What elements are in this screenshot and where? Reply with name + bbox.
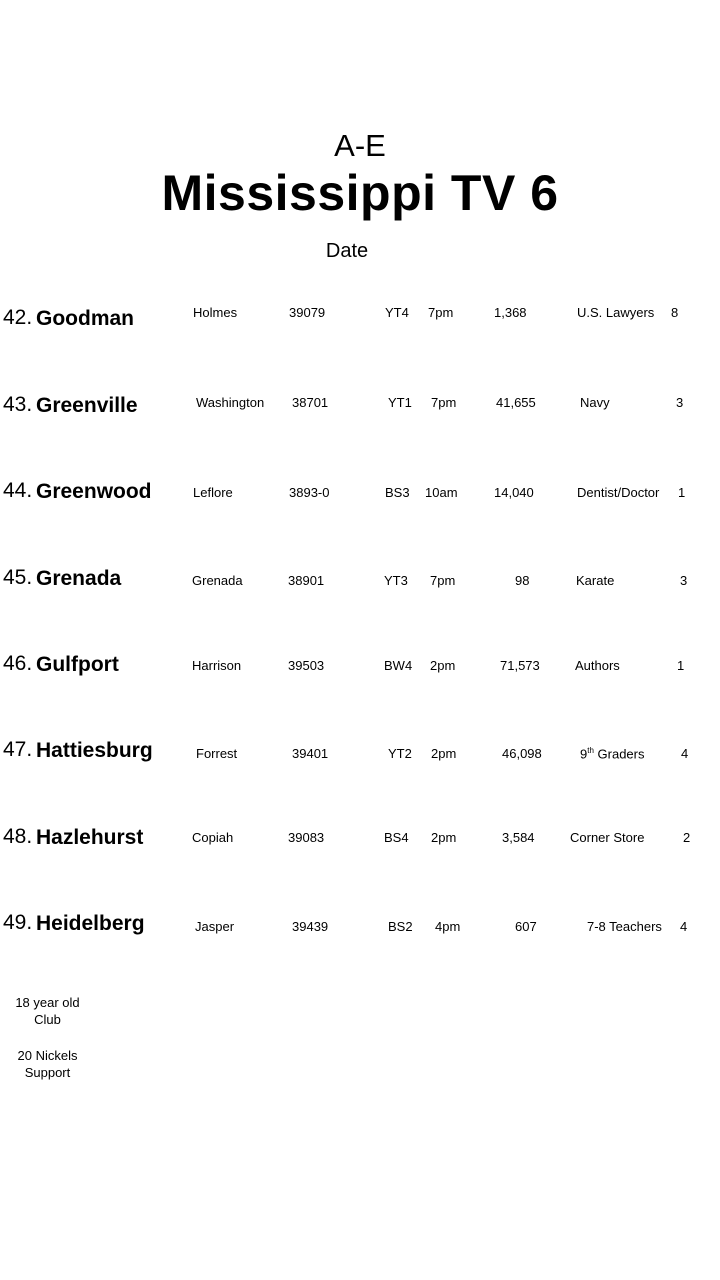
code: BW4 (384, 658, 413, 673)
note-line: 18 year old (15, 995, 80, 1010)
note-line: Club (34, 1012, 61, 1027)
zip-code: 39439 (292, 919, 329, 934)
code: BS2 (388, 919, 413, 934)
city-name: Heidelberg (36, 912, 145, 935)
city-name: Hazlehurst (36, 826, 144, 849)
count: 2 (683, 830, 691, 845)
city-name: Greenwood (36, 480, 152, 503)
row-number: 42. (3, 306, 33, 329)
city-name: Greenville (36, 394, 138, 417)
row-number: 44. (3, 479, 33, 502)
county: Washington (196, 395, 265, 410)
time: 7pm (428, 305, 454, 320)
zip-code: 3893-0 (289, 485, 330, 500)
county: Forrest (196, 746, 238, 761)
group: Karate (576, 573, 615, 588)
time: 2pm (430, 658, 456, 673)
count: 3 (680, 573, 688, 588)
population: 3,584 (502, 830, 535, 845)
code: BS3 (385, 485, 410, 500)
population: 14,040 (494, 485, 534, 500)
city-name: Hattiesburg (36, 739, 153, 762)
group-ordinal: 9 (580, 746, 588, 762)
time: 2pm (431, 746, 457, 761)
group: Corner Store (570, 830, 645, 845)
population: 607 (515, 919, 537, 934)
code: YT1 (388, 395, 412, 410)
county: Leflore (193, 485, 233, 500)
city-name: Gulfport (36, 653, 119, 676)
note-line: Support (24, 1065, 71, 1080)
page-title: Mississippi TV 6 (161, 165, 559, 221)
note-support (10, 1047, 85, 1081)
subtitle: A-E (334, 128, 386, 163)
row-number: 47. (3, 738, 33, 761)
count: 4 (680, 919, 688, 934)
row-number: 49. (3, 911, 33, 934)
time: 10am (425, 485, 458, 500)
time: 2pm (431, 830, 457, 845)
group: Dentist/Doctor (577, 485, 660, 500)
population: 41,655 (496, 395, 536, 410)
county: Holmes (193, 305, 238, 320)
zip-code: 38701 (292, 395, 329, 410)
date-label: Date (325, 240, 369, 262)
group: 7-8 Teachers (587, 919, 662, 934)
group-text: Graders (593, 746, 645, 762)
row-number: 46. (3, 652, 33, 675)
county: Grenada (192, 573, 243, 588)
zip-code: 39083 (288, 830, 325, 845)
zip-code: 39401 (292, 746, 329, 761)
count: 3 (676, 395, 684, 410)
time: 7pm (431, 395, 457, 410)
row-number: 48. (3, 825, 33, 848)
time: 4pm (435, 919, 461, 934)
county: Jasper (195, 919, 235, 934)
group: Authors (575, 658, 620, 673)
count: 1 (678, 485, 686, 500)
row-number: 45. (3, 566, 33, 589)
zip-code: 38901 (288, 573, 325, 588)
code: BS4 (384, 830, 409, 845)
group-ordinal-suffix: th (587, 746, 594, 755)
population: 98 (515, 573, 530, 588)
county: Copiah (192, 830, 234, 845)
group: U.S. Lawyers (577, 305, 655, 320)
city-name: Grenada (36, 567, 122, 590)
row-number: 43. (3, 393, 33, 416)
population: 46,098 (502, 746, 542, 761)
note-line: 20 Nickels (17, 1048, 78, 1063)
group (580, 746, 644, 761)
population: 71,573 (500, 658, 540, 673)
zip-code: 39503 (288, 658, 325, 673)
code: YT3 (384, 573, 408, 588)
time: 7pm (430, 573, 456, 588)
county: Harrison (192, 658, 242, 673)
city-name: Goodman (36, 307, 134, 330)
population: 1,368 (494, 305, 527, 320)
code: YT2 (388, 746, 412, 761)
count: 8 (671, 305, 679, 320)
zip-code: 39079 (289, 305, 326, 320)
group: Navy (580, 395, 610, 410)
code: YT4 (385, 305, 409, 320)
count: 1 (677, 658, 685, 673)
note-club (10, 994, 85, 1028)
count: 4 (681, 746, 689, 761)
